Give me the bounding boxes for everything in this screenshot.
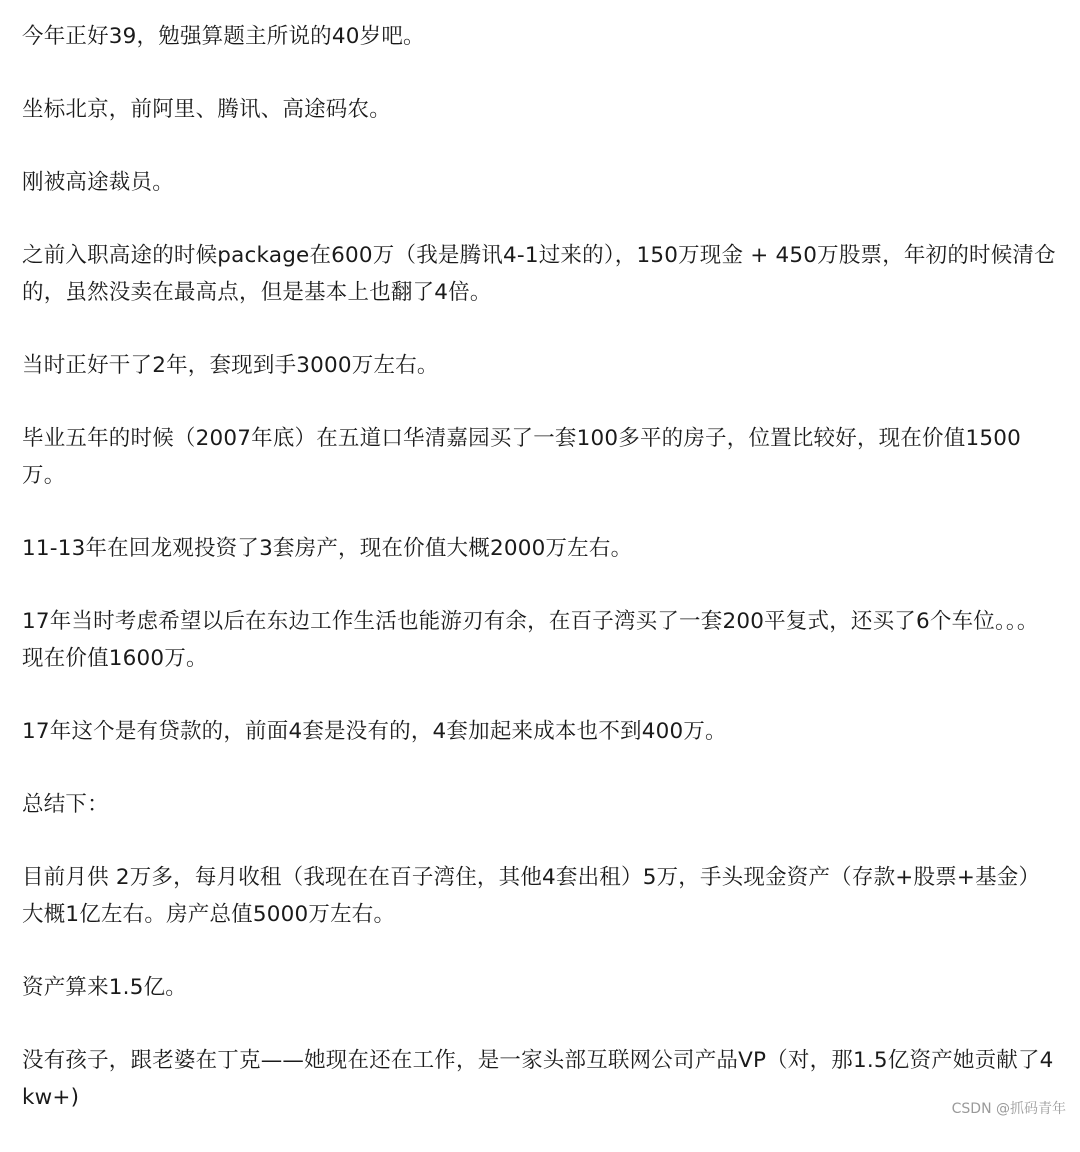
- paragraph-family: 没有孩子，跟老婆在丁克——她现在还在工作，是一家头部互联网公司产品VP（对，那1.5亿资产她贡献了4kw+): [22, 1048, 1054, 1110]
- paragraph-layoff: 刚被高途裁员。: [22, 170, 174, 195]
- paragraph-summary-heading: 总结下：: [22, 792, 109, 817]
- paragraph-age: 今年正好39，勉强算题主所说的40岁吧。: [22, 24, 425, 49]
- paragraph-cashout: 当时正好干了2年，套现到手3000万左右。: [22, 353, 439, 378]
- paragraph-investment-houses: 11-13年在回龙观投资了3套房产，现在价值大概2000万左右。: [22, 536, 633, 561]
- paragraph-location: 坐标北京，前阿里、腾讯、高途码农。: [22, 97, 391, 122]
- csdn-watermark: CSDN @抓码青年: [951, 1101, 1066, 1117]
- paragraph-monthly: 目前月供 2万多，每月收租（我现在在百子湾住，其他4套出租）5万，手头现金资产（存款+股票+基金）大概1亿左右。房产总值5000万左右。: [22, 865, 1041, 927]
- paragraph-first-house: 毕业五年的时候（2007年底）在五道口华清嘉园买了一套100多平的房子，位置比较好，现在价值1500万。: [22, 426, 1021, 488]
- paragraph-total-assets: 资产算来1.5亿。: [22, 975, 187, 1000]
- paragraph-duplex: 17年当时考虑希望以后在东边工作生活也能游刃有余，在百子湾买了一套200平复式，还买了6个车位。。。现在价值1600万。: [22, 609, 1039, 671]
- paragraph-loan: 17年这个是有贷款的，前面4套是没有的，4套加起来成本也不到400万。: [22, 719, 727, 744]
- paragraph-package: 之前入职高途的时候package在600万（我是腾讯4-1过来的），150万现金 + 450万股票，年初的时候清仓的，虽然没卖在最高点，但是基本上也翻了4倍。: [22, 243, 1056, 305]
- post-body: [22, 18, 1058, 1152]
